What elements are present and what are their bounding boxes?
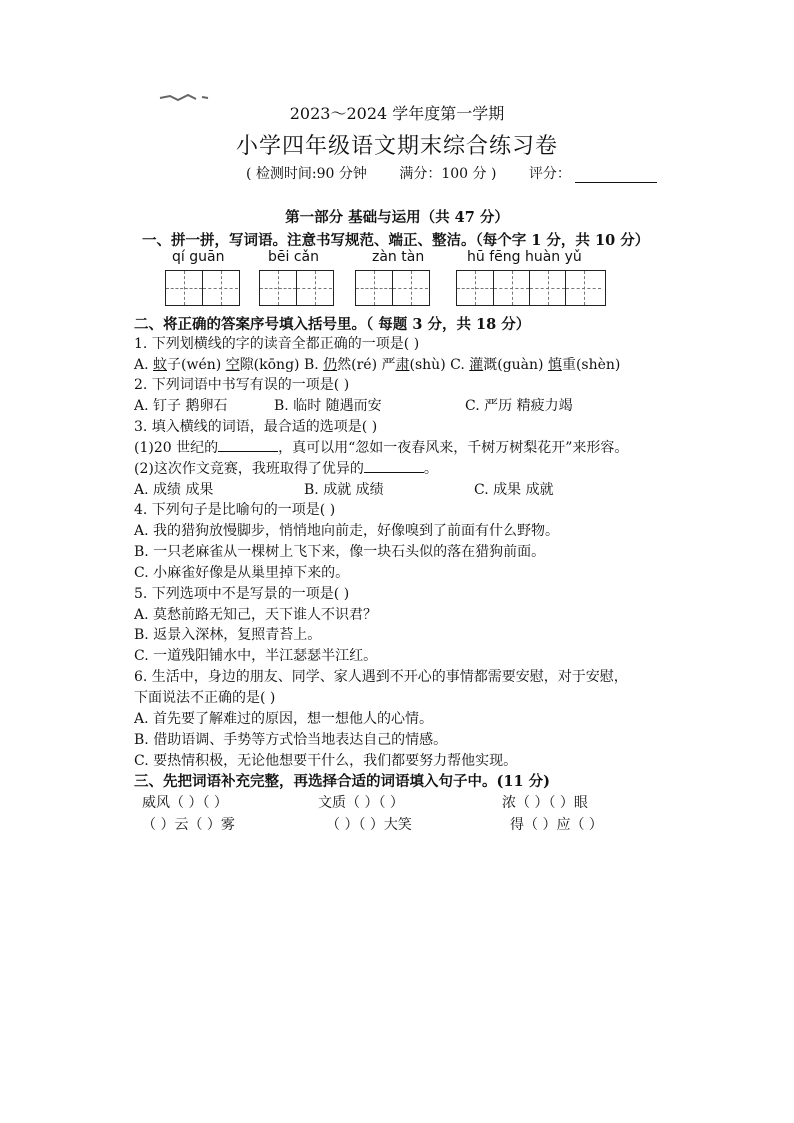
part1-title: 第一部分 基础与运用（共 47 分） (285, 209, 509, 226)
grid-cell[interactable] (493, 271, 529, 305)
q4-option-a[interactable]: A. 我的猎狗放慢脚步，悄悄地向前走，好像嗅到了前面有什么野物。 (134, 523, 560, 539)
q3-blank-1[interactable] (218, 439, 278, 452)
word-fill-3[interactable]: 浓（ ）（ ）眼 (502, 795, 588, 811)
word-fill-2[interactable]: 文质（ ）（ ） (318, 795, 404, 811)
word-fill-4[interactable]: （ ）云（ ）雾 (142, 817, 235, 833)
q1-stem: 1. 下列划横线的字的读音全都正确的一项是( ) (134, 336, 420, 352)
q5-option-a[interactable]: A. 莫愁前路无知己，天下谁人不识君？ (134, 607, 378, 623)
section3-title: 三、先把词语补充完整，再选择合适的词语填入句子中。(11 分) (134, 773, 550, 790)
q2-option-c[interactable]: C. 严历 精疲力竭 (465, 398, 573, 414)
q5-option-c[interactable]: C. 一道残阳铺水中，半江瑟瑟半江红。 (134, 648, 378, 664)
pinyin-2: bēi cǎn (268, 249, 319, 265)
q3-sentence-2: (2)这次作文竞赛，我班取得了优异的 。 (134, 461, 438, 477)
score-blank[interactable] (575, 168, 657, 183)
q3-sentence-1: (1)20 世纪的 ，真可以用“忽如一夜春风来，千树万树梨花开”来形容。 (134, 440, 629, 456)
q3-option-a[interactable]: A. 成绩 成果 (134, 482, 214, 498)
q3-option-c[interactable]: C. 成果 成就 (474, 482, 554, 498)
score-label: 评分： (528, 166, 571, 182)
q1-options (134, 354, 620, 374)
q6-option-a[interactable]: A. 首先要了解难过的原因，想一想他人的心情。 (134, 711, 434, 727)
exam-meta (246, 163, 657, 183)
exam-title: 小学四年级语文期末综合练习卷 (235, 134, 558, 159)
q5-stem: 5. 下列选项中不是写景的一项是( ) (134, 586, 350, 602)
grid-cell[interactable] (260, 271, 296, 305)
word-fill-5[interactable]: （ ）（ ）大笑 (326, 817, 412, 833)
q4-option-b[interactable]: B. 一只老麻雀从一棵树上飞下来，像一块石头似的落在猎狗前面。 (134, 544, 546, 560)
grid-cell[interactable] (356, 271, 392, 305)
q2-option-a[interactable]: A. 钉子 鹅卵石 (134, 398, 228, 414)
q1-option-a[interactable]: A. 蚊子(wén) 空隙(kōng) (134, 357, 304, 373)
writing-grid-3[interactable] (355, 270, 430, 306)
q6-stem: 6. 生活中，身边的朋友、同学、家人遇到不开心的事情都需要安慰，对于安慰， (134, 669, 628, 685)
grid-cell[interactable] (457, 271, 493, 305)
pinyin-4: hū fēng huàn yǔ (467, 249, 582, 265)
grid-cell[interactable] (166, 271, 202, 305)
pinyin-3: zàn tàn (372, 249, 425, 265)
writing-grid-1[interactable] (165, 270, 240, 306)
q2-option-b[interactable]: B. 临时 随遇而安 (274, 398, 382, 414)
pinyin-1: qí guān (172, 249, 225, 265)
grid-cell[interactable] (565, 271, 601, 305)
word-fill-6[interactable]: 得（ ）应（ ） (510, 817, 603, 833)
writing-grid-4[interactable] (456, 270, 606, 306)
q1-option-b[interactable]: B. 仍然(ré) 严肃(shù) (303, 357, 451, 373)
q3-stem: 3. 填入横线的词语，最合适的选项是( ) (134, 419, 378, 435)
grid-cell[interactable] (202, 271, 238, 305)
q6-option-b[interactable]: B. 借助语调、手势等方式恰当地表达自己的情感。 (134, 732, 448, 748)
school-year-title: 2023～2024 学年度第一学期 (289, 104, 505, 123)
grid-cell[interactable] (529, 271, 565, 305)
q3-option-b[interactable]: B. 成就 成绩 (304, 482, 384, 498)
q1-option-c[interactable]: C. 灌溉(guàn) 慎重(shèn) (450, 357, 621, 373)
q4-option-c[interactable]: C. 小麻雀好像是从巢里掉下来的。 (134, 565, 350, 581)
word-fill-1[interactable]: 威风（ ）（ ） (142, 795, 228, 811)
q6-option-c[interactable]: C. 要热情积极，无论他想要干什么，我们都要努力帮他实现。 (134, 753, 518, 769)
grid-cell[interactable] (392, 271, 428, 305)
full-score: 满分：100 分 ) (399, 166, 497, 182)
test-time: ( 检测时间:90 分钟 (246, 166, 367, 182)
q2-stem: 2. 下列词语中书写有误的一项是( ) (134, 377, 350, 393)
q6-stem-2: 下面说法不正确的是( ) (134, 690, 276, 706)
q5-option-b[interactable]: B. 返景入深林，复照青苔上。 (134, 627, 322, 643)
section2-title: 二、将正确的答案序号填入括号里。（ 每题 3 分，共 18 分） (134, 316, 531, 333)
writing-grid-2[interactable] (259, 270, 334, 306)
grid-cell[interactable] (296, 271, 332, 305)
q4-stem: 4. 下列句子是比喻句的一项是( ) (134, 502, 336, 518)
section1-title: 一、拼一拼，写词语。注意书写规范、端正、整洁。（每个字 1 分，共 10 分） (142, 232, 650, 249)
q3-blank-2[interactable] (364, 460, 424, 473)
